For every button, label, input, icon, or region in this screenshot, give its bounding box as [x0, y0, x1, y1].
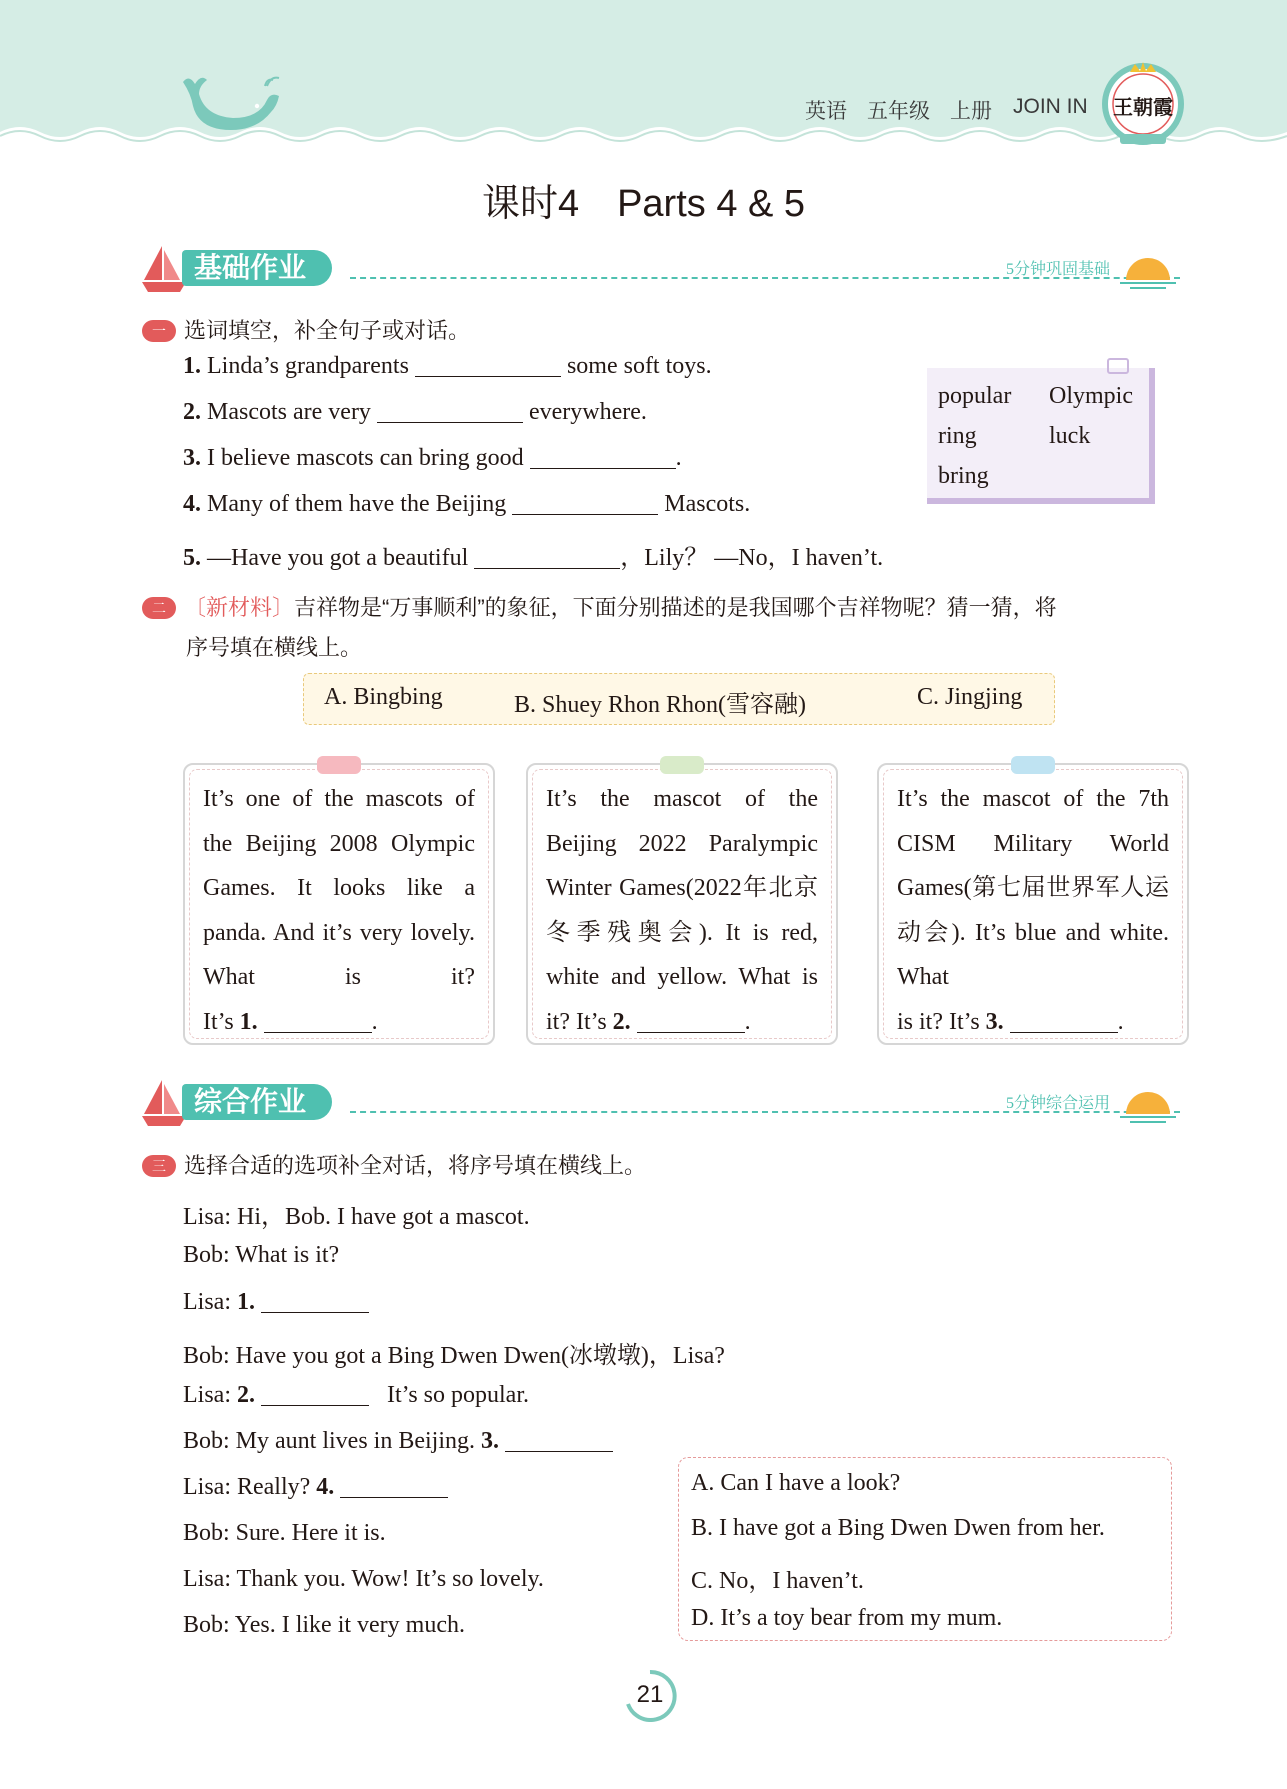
- card-text: It’s the mascot of the 7th CISM Military World Games(第七届世界军人运动会). It’s blue and white. What is it? It’s 3. .: [897, 786, 1169, 1035]
- answer-blank[interactable]: [415, 354, 561, 377]
- sunset-icon: [1116, 250, 1180, 290]
- card-text: It’s one of the mascots of the Beijing 2008 Olympic Games. It looks like a panda. And it’s very lovely. What is it? It’s 1. .: [203, 786, 475, 1035]
- option-a: A. Bingbing: [324, 684, 443, 710]
- brand-name: 王朝霞: [1113, 97, 1173, 119]
- section-basic-banner: [140, 244, 1180, 296]
- sailboat-icon: [140, 244, 188, 294]
- option-b: B. Shuey Rhon Rhon(雪容融): [514, 692, 807, 718]
- dialog-line-9: [183, 1566, 544, 1593]
- blank-number: 3.: [985, 1008, 1004, 1035]
- dialog-text: Bob: Yes. I like it very much.: [183, 1612, 465, 1638]
- sailboat-icon: [140, 1078, 188, 1128]
- dialog-line-8: [183, 1520, 386, 1547]
- q3-instruction: 选择合适的选项补全对话，将序号填在横线上。: [184, 1153, 647, 1178]
- item-text: Mascots.: [664, 491, 751, 517]
- q1-item-4: [183, 491, 750, 518]
- header-grade: 五年级: [867, 100, 930, 123]
- dialog-text: Bob: Sure. Here it is.: [183, 1520, 386, 1546]
- dialog-line-4: [183, 1335, 725, 1370]
- card-tail: is it? It’s: [897, 1008, 980, 1035]
- item-text: Many of them have the Beijing: [207, 491, 507, 517]
- q2-heading: [142, 591, 1057, 622]
- q2-options: [303, 673, 1055, 725]
- item-text: ，Lily？ —No，I haven’t.: [620, 545, 884, 571]
- dialog-text: Bob: My aunt lives in Beijing.: [183, 1428, 475, 1454]
- dialog-line-5: [183, 1382, 529, 1409]
- dialog-line-3: [183, 1289, 369, 1316]
- q1-item-5: [183, 537, 883, 572]
- option-c: C. Jingjing: [917, 684, 1023, 710]
- paperclip-icon: [1105, 356, 1131, 376]
- answer-blank[interactable]: [261, 1383, 369, 1406]
- dialog-line-7: [183, 1474, 448, 1501]
- blank-number: 3.: [481, 1428, 499, 1454]
- dialog-line-2: [183, 1242, 339, 1269]
- word-olympic: Olympic: [1049, 383, 1133, 409]
- item-text: Linda’s grandparents: [207, 353, 409, 379]
- brand-logo: [1102, 58, 1184, 150]
- q2-instruction-2: 序号填在横线上。: [186, 635, 363, 660]
- card-tail: it? It’s: [546, 1008, 607, 1035]
- item-text: Mascots are very: [207, 399, 371, 425]
- card-clip: [660, 756, 704, 774]
- dialog-text: It’s so popular.: [387, 1382, 529, 1408]
- q1-item-3: [183, 445, 682, 472]
- word-ring: ring: [938, 423, 977, 449]
- word-luck: luck: [1049, 423, 1091, 449]
- dialog-text: Lisa: Really?: [183, 1474, 311, 1500]
- choice-a: A. Can I have a look?: [691, 1470, 901, 1496]
- item-text: everywhere.: [528, 399, 647, 425]
- word-bring: bring: [938, 463, 989, 489]
- card-clip: [317, 756, 361, 774]
- section-basic-label: 基础作业: [182, 250, 332, 286]
- page-number: [620, 1668, 680, 1722]
- answer-blank[interactable]: [264, 1010, 372, 1033]
- section-comprehensive-banner: [140, 1078, 1180, 1130]
- q1-instruction: 选词填空，补全句子或对话。: [184, 318, 471, 343]
- page-number-text: 21: [636, 1681, 664, 1708]
- word-popular: popular: [938, 383, 1012, 409]
- dialog-text: Lisa:: [183, 1289, 231, 1315]
- header-subject: 英语: [805, 100, 847, 123]
- item-number: 3.: [183, 445, 201, 471]
- dialog-line-1: [183, 1196, 530, 1231]
- lesson-title: 课时4 Parts 4 & 5: [481, 183, 806, 225]
- q3-choices: [678, 1457, 1172, 1641]
- item-text: —Have you got a beautiful: [207, 545, 469, 571]
- answer-blank[interactable]: [261, 1290, 369, 1313]
- section-basic-subtitle: 5分钟巩固基础: [1005, 261, 1110, 278]
- blank-number: 4.: [316, 1474, 335, 1500]
- answer-blank[interactable]: [1010, 1010, 1118, 1033]
- card-description: It’s the mascot of the Beijing 2022 Paralympic Winter Games(2022年北京冬季残奥会). It is red, white and yellow. What is: [546, 786, 818, 990]
- card-clip: [1011, 756, 1055, 774]
- section-comprehensive-label: 综合作业: [182, 1084, 332, 1120]
- dialog-line-6: [183, 1428, 613, 1455]
- item-text: I believe mascots can bring good: [207, 445, 524, 471]
- answer-blank[interactable]: [340, 1475, 448, 1498]
- card-text: It’s the mascot of the Beijing 2022 Paralympic Winter Games(2022年北京冬季残奥会). It is red, white and yellow. What is it? It’s 2. .: [546, 786, 818, 1035]
- choice-c: C. No，I haven’t.: [691, 1568, 864, 1594]
- mascot-card-2: [526, 763, 838, 1045]
- choice-d: D. It’s a toy bear from my mum.: [691, 1605, 1003, 1631]
- q1-item-2: [183, 399, 647, 426]
- header-volume: 上册: [950, 100, 992, 123]
- q3-number: 三: [142, 1155, 176, 1177]
- answer-blank[interactable]: [505, 1429, 613, 1452]
- answer-blank[interactable]: [530, 446, 676, 469]
- item-number: 1.: [183, 353, 201, 379]
- card-description: It’s one of the mascots of the Beijing 2008 Olympic Games. It looks like a panda. And it’s very lovely. What is it?: [203, 786, 475, 990]
- card-tail: It’s: [203, 1008, 234, 1035]
- item-text: .: [675, 445, 682, 471]
- dialog-text: Bob: Have you got a Bing Dwen Dwen(冰墩墩)，Lisa?: [183, 1343, 725, 1369]
- item-number: 2.: [183, 399, 201, 425]
- blank-number: 2.: [612, 1008, 631, 1035]
- q1-item-1: [183, 353, 712, 380]
- item-number: 4.: [183, 491, 201, 517]
- card-description: It’s the mascot of the 7th CISM Military World Games(第七届世界军人运动会). It’s blue and white. What: [897, 786, 1169, 990]
- q3-heading: [142, 1149, 646, 1180]
- dialog-text: Bob: What is it?: [183, 1242, 340, 1268]
- answer-blank[interactable]: [637, 1010, 745, 1033]
- header-edition: JOIN IN: [1013, 95, 1088, 118]
- dialog-text: Lisa:: [183, 1382, 231, 1408]
- item-number: 5.: [183, 545, 201, 571]
- q1-heading: [142, 314, 470, 345]
- answer-blank[interactable]: [512, 492, 658, 515]
- sunset-icon: [1116, 1084, 1180, 1124]
- whale-icon: [175, 72, 285, 134]
- choice-b: B. I have got a Bing Dwen Dwen from her.: [691, 1515, 1105, 1541]
- mascot-card-1: [183, 763, 495, 1045]
- dialog-line-10: [183, 1612, 465, 1639]
- q2-instruction-1: 吉祥物是“万事顺利”的象征，下面分别描述的是我国哪个吉祥物呢？猜一猜，将: [294, 595, 1057, 620]
- dialog-text: Lisa: Thank you. Wow! It’s so lovely.: [183, 1566, 544, 1592]
- blank-number: 1.: [237, 1289, 255, 1315]
- word-bank: [927, 368, 1155, 504]
- dialog-text: Lisa: Hi，Bob. I have got a mascot.: [183, 1204, 530, 1230]
- new-material-tag: 〔新材料〕: [184, 595, 295, 620]
- mascot-card-3: [877, 763, 1189, 1045]
- section-comprehensive-subtitle: 5分钟综合运用: [1005, 1095, 1110, 1112]
- answer-blank[interactable]: [474, 546, 620, 569]
- blank-number: 2.: [237, 1382, 255, 1408]
- q1-number: 一: [142, 320, 176, 342]
- item-text: some soft toys.: [566, 353, 712, 379]
- answer-blank[interactable]: [377, 400, 523, 423]
- blank-number: 1.: [239, 1008, 258, 1035]
- q2-number: 二: [142, 597, 176, 619]
